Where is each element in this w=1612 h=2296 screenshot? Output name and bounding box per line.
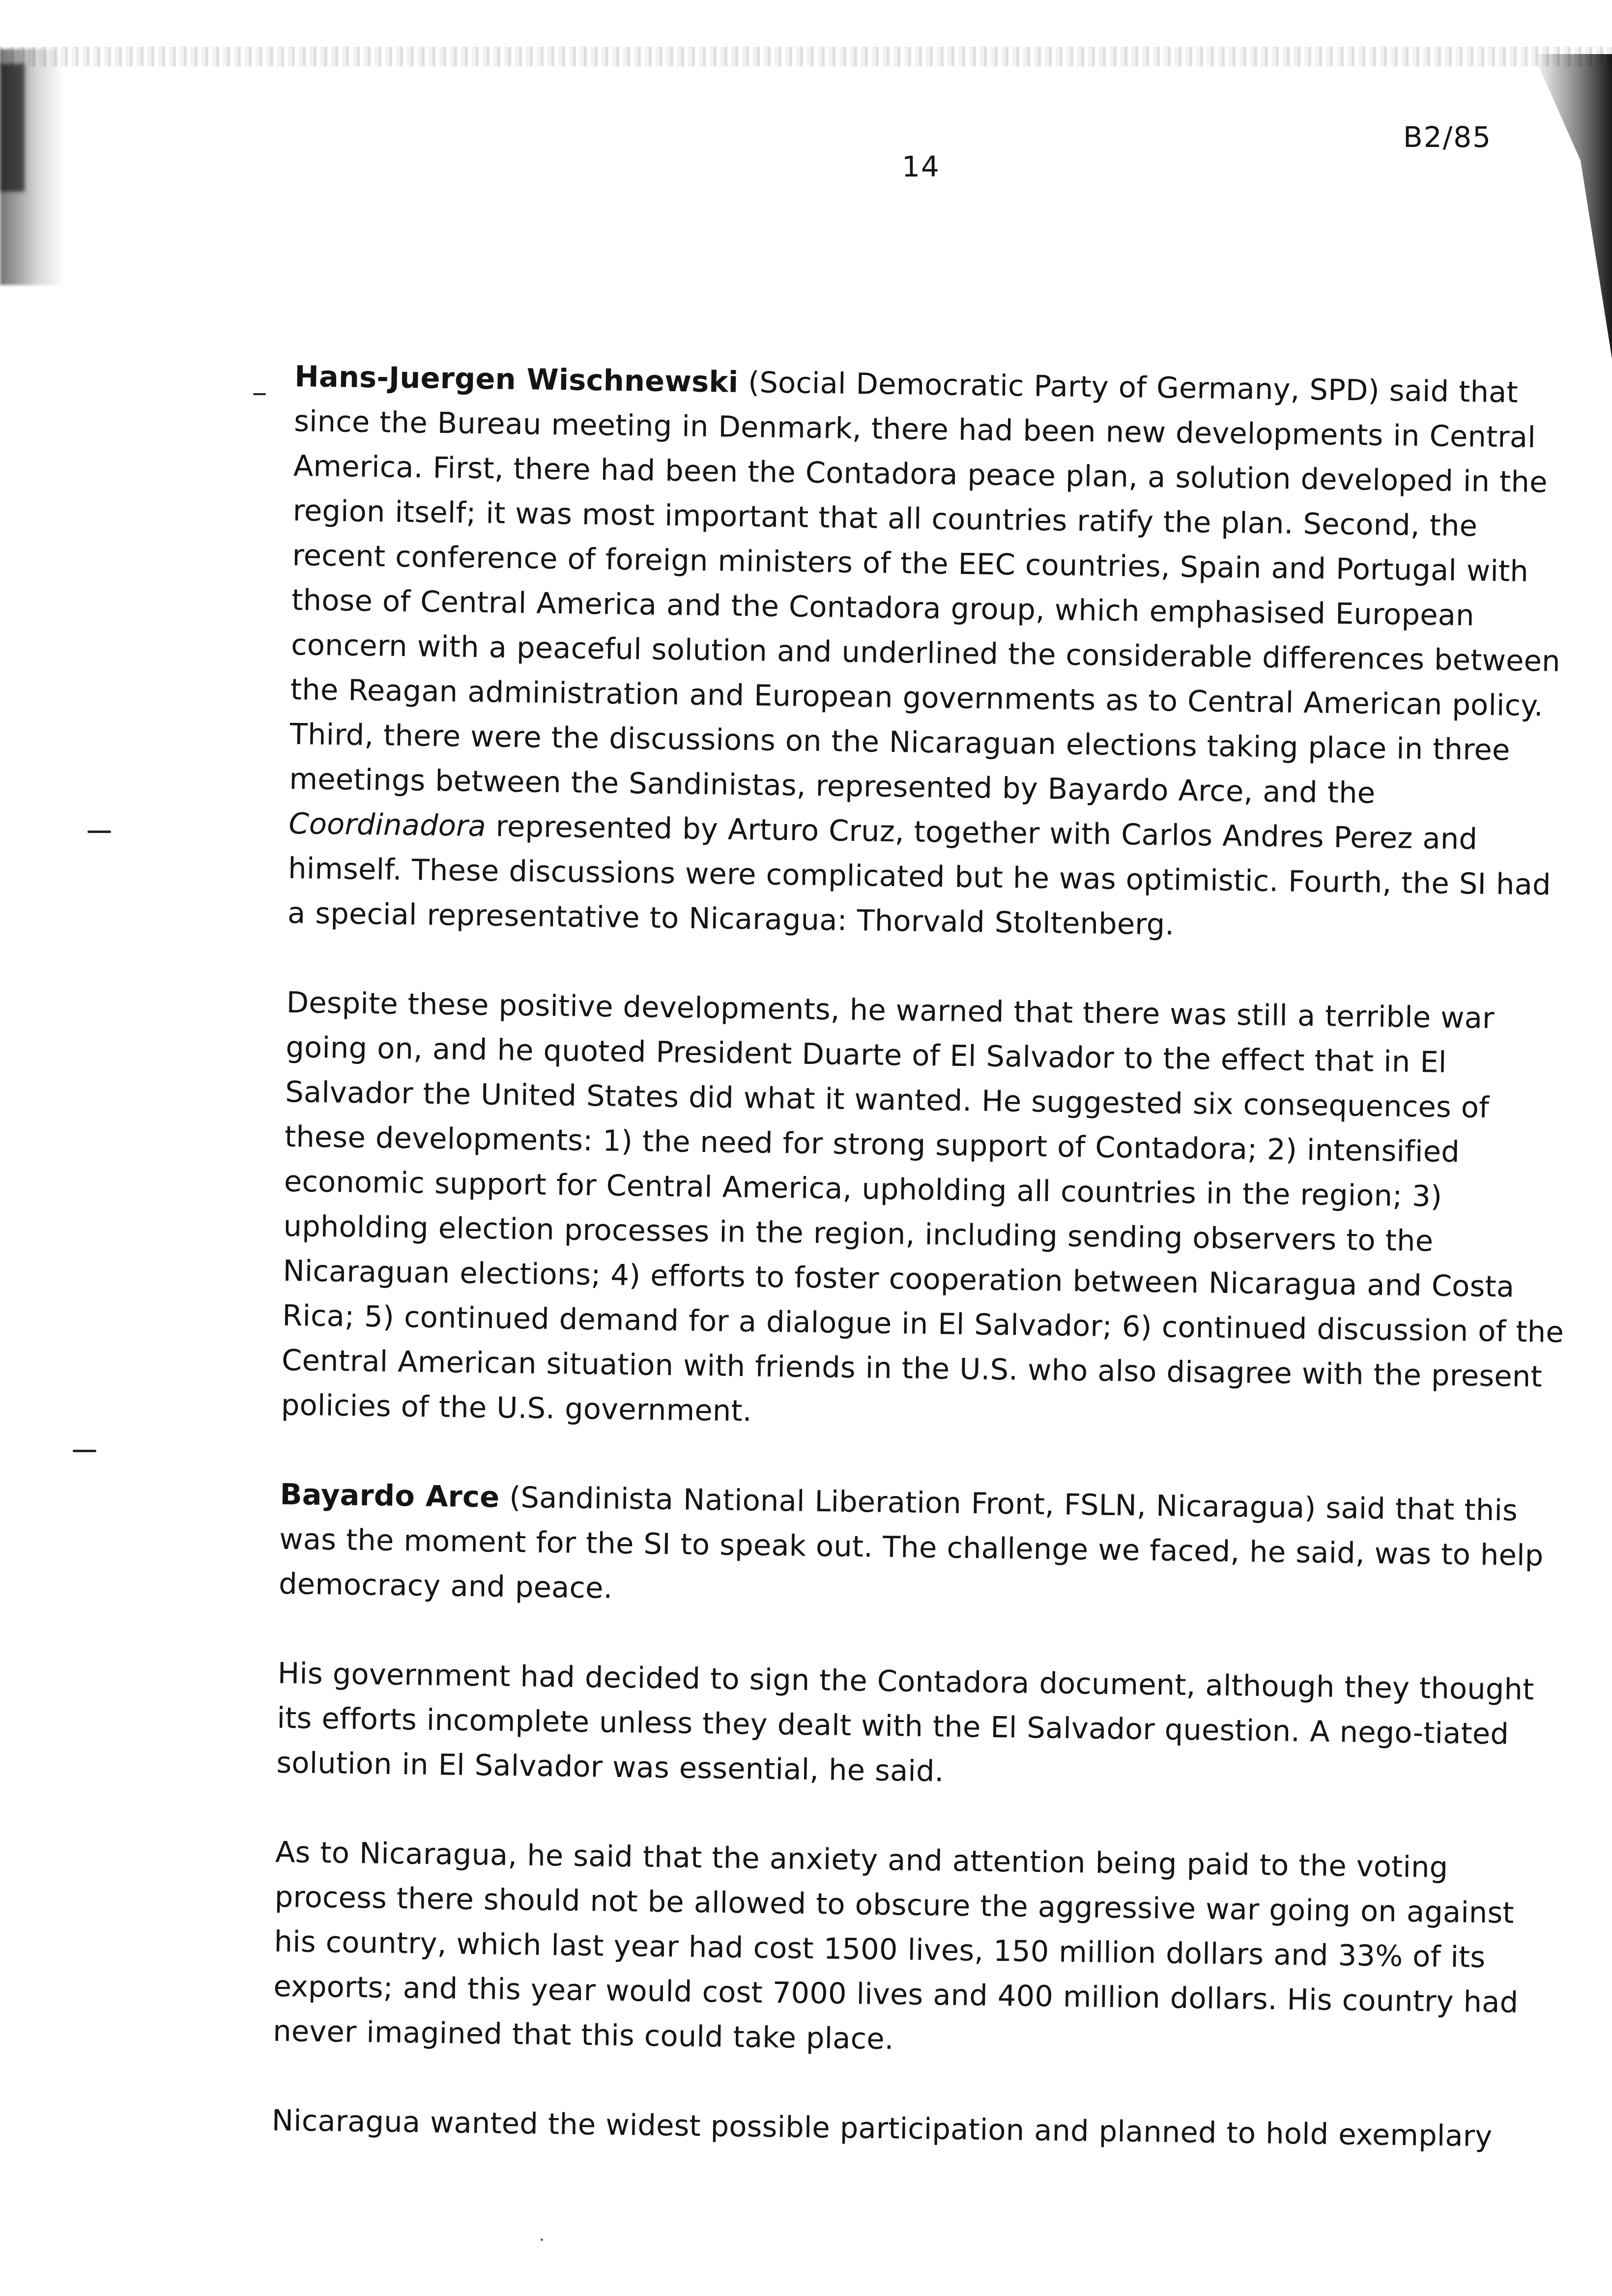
paragraph-text: represented by Arturo Cruz, together with Carlos Andres Perez and himself. These discussions were complicated but he was optimistic. Fourth, the SI had a special representative to Nicaragua: Thorvald Stoltenberg. (287, 809, 1552, 942)
margin-mark (87, 831, 111, 833)
paragraph-text: His government had decided to sign the Contadora document, although they thought its efforts incomplete unless they dealt with the El Salvador question. A nego-tiated solution in El Salvador was essential, he said. (276, 1656, 1534, 1788)
margin-mark (253, 393, 266, 395)
scan-artifact-top (0, 47, 1612, 66)
scan-artifact-right (1533, 54, 1612, 359)
paragraph-text: (Social Democratic Party of Germany, SPD) said that since the Bureau meeting in Denmark, there had been new developments in Central America. First, there had been the Contadora peace plan, a solution developed in the region itself; it was most important that all countries ratify the plan. Second, the recent conference of foreign ministers of the EEC countries, Spain and Portugal with those of Central America and the Contadora group, which emphasised European concern with a peaceful solution and underlined the considerable differences between the Reagan administration and European governments as to Central American policy. Third, there were the discussions on the Nicaraguan elections taking place in three meetings between the Sandinistas, represented by Bayardo Arce, and the (289, 365, 1561, 810)
body-text (271, 354, 1582, 2159)
paragraph-arce (279, 1472, 1568, 1623)
paragraph-nicaragua (273, 1830, 1563, 2070)
paragraph-text: Nicaragua wanted the widest possible participation and planned to hold exemplary (271, 2103, 1493, 2153)
speaker-name: Bayardo Arce (280, 1477, 500, 1514)
paragraph-consequences (281, 980, 1574, 1444)
italic-term: Coordinadora (288, 806, 487, 843)
paragraph-text: Despite these positive developments, he warned that there was still a terrible war going on, and he quoted President Duarte of El Salvador to the effect that in El Salvador the United States did what it wanted. He suggested six consequences of these developments: 1) the need for strong support of Contadora; 2) intensified economic support for Central America, upholding all countries in the region; 3) upholding election processes in the region, including sending observers to the Nicaraguan elections; 4) efforts to foster cooperation between Nicaragua and Costa Rica; 5) continued demand for a dialogue in El Salvador; 6) continued discussion of the Central American situation with friends in the U.S. who also disagree with the present policies of the U.S. government. (281, 985, 1564, 1428)
page-number: 14 (901, 149, 940, 184)
margin-mark (73, 1450, 96, 1452)
paragraph-participation (271, 2098, 1559, 2159)
scan-artifact-left-dark (0, 64, 25, 192)
paragraph-wischnewski (288, 354, 1583, 952)
scan-speck (541, 2239, 543, 2241)
document-reference: B2/85 (1403, 120, 1492, 154)
paragraph-contadora (276, 1651, 1565, 1802)
speaker-name: Hans-Juergen Wischnewski (294, 359, 739, 399)
paragraph-text: As to Nicaragua, he said that the anxiety and attention being paid to the voting process there should not be allowed to obscure the aggressive war going on against his country, which last year had cost 1500 lives, 150 million dollars and 33% of its exports; and this year would cost 7000 lives and 400 million dollars. His country had never imagined that this could take place. (272, 1835, 1519, 2056)
paragraph-text: (Sandinista National Liberation Front, FSLN, Nicaragua) said that this was the moment for the SI to speak out. The challenge we faced, he said, was to help democracy and peace. (278, 1480, 1544, 1605)
